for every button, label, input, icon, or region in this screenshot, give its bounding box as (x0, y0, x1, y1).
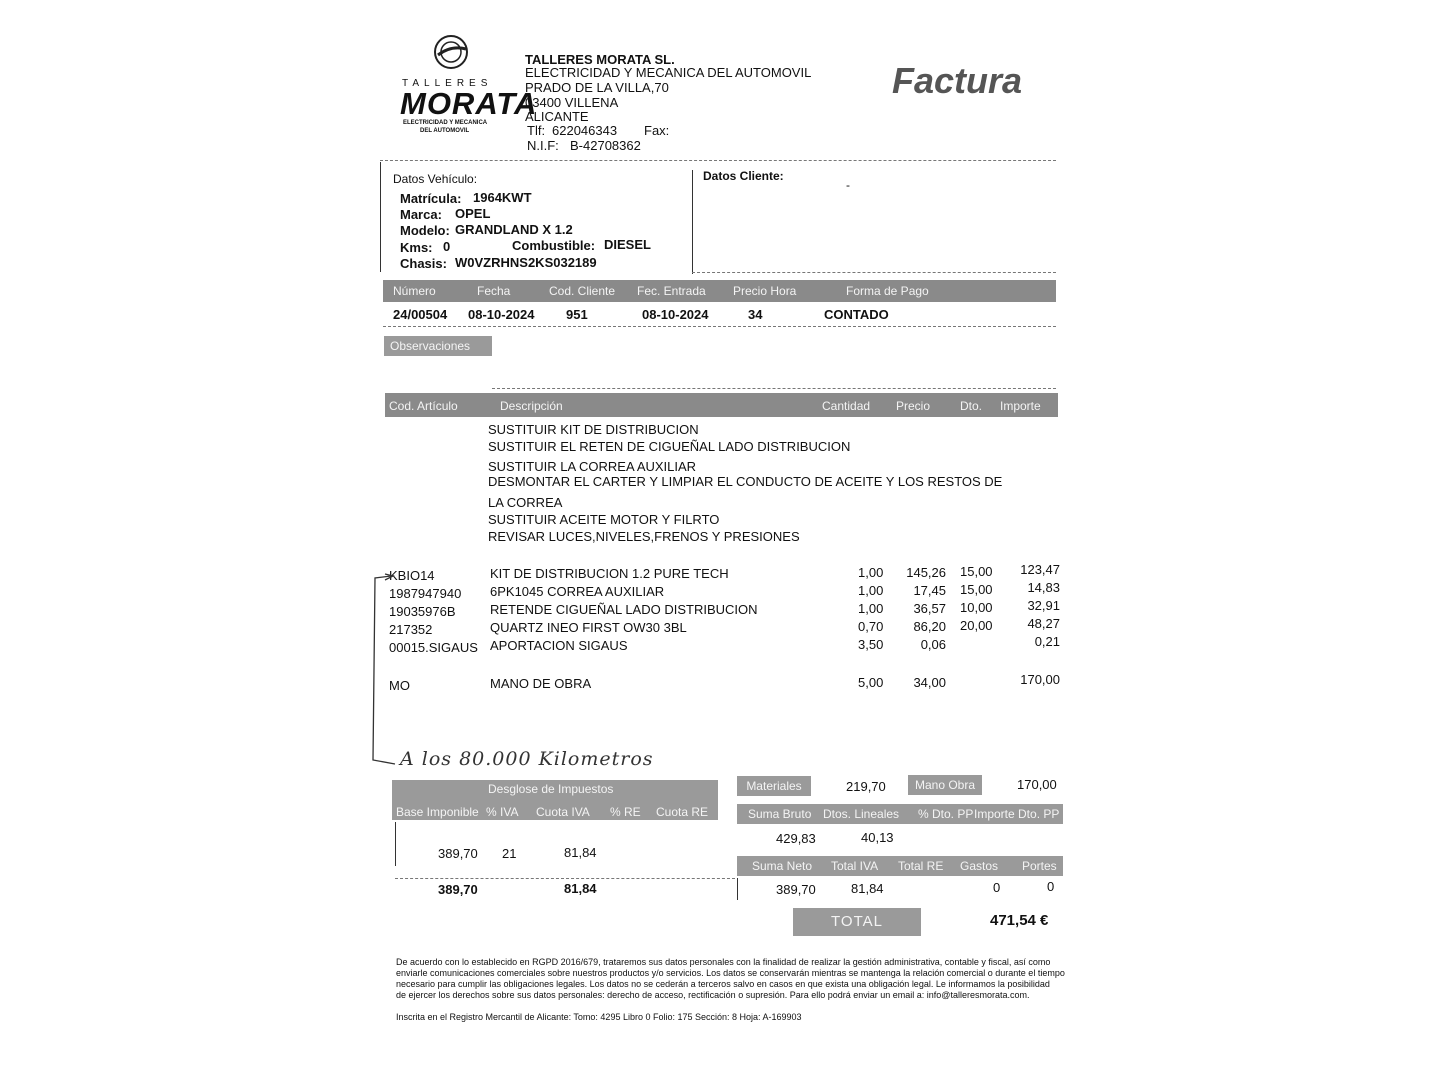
observaciones-label: Observaciones (384, 336, 492, 356)
kms-value: 0 (443, 239, 451, 254)
invoice-header-cell: Fec. Entrada (637, 284, 706, 298)
item-description: APORTACION SIGAUS (490, 638, 628, 653)
materiales-label: Materiales (737, 776, 811, 796)
summary-row2-header-cell: Portes (1022, 859, 1057, 873)
item-discount: 20,00 (960, 618, 993, 633)
invoice-value-cell: 08-10-2024 (642, 307, 709, 322)
matricula-value: 1964KWT (473, 190, 532, 205)
materiales-value: 219,70 (846, 779, 886, 794)
modelo-value: GRANDLAND X 1.2 (455, 222, 573, 237)
legal-line-4: de ejercer los derechos sobre sus datos personales: derecho de acceso, rectificación o supresión. Para ello podrá enviar un email a: info@talleresmorata.com. (396, 990, 1030, 1000)
item-description: 6PK1045 CORREA AUXILIAR (490, 584, 665, 599)
invoice-header-cell: Cod. Cliente (549, 284, 616, 298)
tax-header-cell: Base Imponible (396, 805, 479, 819)
legal-line-3: necesario para cumplir las obligaciones legales. Los datos no se cederán a terceros salvo en casos en que exista una obligación legal. Le informamos la posibilidad (396, 979, 1050, 989)
combustible-value: DIESEL (604, 237, 651, 252)
item-price: 17,45 (913, 583, 946, 598)
logo-sub-text-1: ELECTRICIDAD Y MECANICA (403, 120, 488, 126)
summary-row2-header-cell: Suma Neto (752, 859, 813, 873)
items-header-cell: Importe (1000, 399, 1041, 413)
item-quantity: 1,00 (858, 601, 884, 616)
marca-label: Marca: (400, 207, 442, 222)
logo-sub-text-2: DEL AUTOMOVIL (420, 128, 470, 134)
invoice-value-cell: 24/00504 (393, 307, 448, 322)
legal-line-2: enviarle comunicaciones comerciales sobre nuestros productos y/o servicios. Los datos se conservarán mientras se mantenga la relación comercial o durante el tiempo (396, 968, 1065, 978)
summary-row2-header-cell: Total IVA (831, 859, 879, 873)
marca-value: OPEL (455, 206, 491, 221)
company-tlf-label: Tlf: (527, 123, 546, 138)
item-amount: 48,27 (1027, 616, 1060, 631)
company-nif-label: N.I.F: (527, 138, 559, 153)
item-code: 217352 (389, 622, 433, 637)
item-description: KIT DE DISTRIBUCION 1.2 PURE TECH (490, 566, 729, 581)
vehicle-heading: Datos Vehículo: (393, 172, 478, 186)
items-header-cell: Cod. Artículo (389, 399, 458, 413)
tax-base: 389,70 (438, 846, 478, 861)
tax-breakdown-title: Desglose de Impuestos (488, 782, 614, 796)
work-description-line: SUSTITUIR EL RETEN DE CIGUEÑAL LADO DISTRIBUCION (488, 439, 851, 454)
company-address: PRADO DE LA VILLA,70 (525, 80, 669, 95)
tax-header-cell: Cuota RE (656, 805, 709, 819)
tax-header-cell: % RE (610, 805, 641, 819)
total-iva-value: 81,84 (851, 881, 884, 896)
invoice-value-cell: 08-10-2024 (468, 307, 535, 322)
total-value: 471,54 € (990, 912, 1049, 929)
items-header-cell: Dto. (960, 399, 983, 413)
tax-header-cell: % IVA (486, 805, 519, 819)
portes-value: 0 (1047, 879, 1055, 894)
summary-row2-header-cell: Total RE (898, 859, 944, 873)
mano-obra-value: 170,00 (1017, 777, 1057, 792)
item-amount: 32,91 (1027, 598, 1060, 613)
tax-total-base: 389,70 (438, 882, 478, 897)
summary-row1-header-cell: Suma Bruto (748, 807, 812, 821)
work-description-line: DESMONTAR EL CARTER Y LIMPIAR EL CONDUCTO DE ACEITE Y LOS RESTOS DE (488, 474, 1003, 489)
registry-line: Inscrita en el Registro Mercantil de Alicante: Tomo: 4295 Libro 0 Folio: 175 Sección: 8 Hoja: A-169903 (396, 1012, 802, 1022)
items-header-bar (385, 393, 1058, 417)
kms-label: Kms: (400, 240, 433, 255)
item-amount: 123,47 (1020, 562, 1060, 577)
item-code: MO (389, 678, 410, 693)
item-code: 19035976B (389, 604, 456, 619)
item-quantity: 0,70 (858, 619, 884, 634)
item-code: 1987947940 (389, 586, 462, 601)
item-code: KBIO14 (389, 568, 435, 583)
item-amount: 0,21 (1034, 634, 1060, 649)
invoice-header-cell: Fecha (477, 284, 511, 298)
work-description-line: SUSTITUIR ACEITE MOTOR Y FILRTO (488, 512, 720, 527)
handwritten-note: A los 80.000 Kilometros (400, 748, 654, 770)
invoice-header-cell: Forma de Pago (846, 284, 929, 298)
gastos-value: 0 (993, 880, 1001, 895)
work-description-line: SUSTITUIR LA CORREA AUXILIAR (488, 459, 697, 474)
item-discount: 10,00 (960, 600, 993, 615)
item-price: 145,26 (906, 565, 946, 580)
tax-total-cuota-iva: 81,84 (564, 881, 597, 896)
item-quantity: 5,00 (858, 675, 884, 690)
tax-header-cell: Cuota IVA (536, 805, 590, 819)
matricula-label: Matrícula: (400, 191, 462, 206)
item-description: QUARTZ INEO FIRST OW30 3BL (490, 620, 687, 635)
work-description-line: LA CORREA (488, 495, 563, 510)
item-price: 86,20 (913, 619, 946, 634)
company-city: 03400 VILLENA (525, 95, 619, 110)
item-discount: 15,00 (960, 564, 993, 579)
work-description-line: SUSTITUIR KIT DE DISTRIBUCION (488, 422, 699, 437)
item-price: 36,57 (913, 601, 946, 616)
mano-obra-label: Mano Obra (908, 775, 982, 795)
invoice-header-cell: Número (393, 284, 436, 298)
suma-neto-value: 389,70 (776, 882, 816, 897)
invoice-value-cell: 951 (566, 307, 588, 322)
dtos-lineales-value: 40,13 (861, 830, 894, 845)
summary-row2-header-cell: Gastos (960, 859, 999, 873)
chasis-label: Chasis: (400, 256, 447, 271)
suma-bruto-value: 429,83 (776, 831, 816, 846)
summary-row1-header-cell: % Dto. PP (918, 807, 974, 821)
invoice-value-cell: 34 (748, 307, 763, 322)
wheel-logo-icon (432, 33, 470, 71)
summary-row1-header-cell: Dtos. Lineales (823, 807, 900, 821)
company-nif: B-42708362 (570, 138, 641, 153)
logo-main-text: MORATA (400, 86, 538, 121)
client-heading: Datos Cliente: (703, 169, 784, 183)
company-activity: ELECTRICIDAD Y MECANICA DEL AUTOMOVIL (525, 65, 812, 80)
items-header-cell: Cantidad (822, 399, 871, 413)
items-header-cell: Precio (896, 399, 931, 413)
tax-cuota-iva: 81,84 (564, 845, 597, 860)
work-description-line: REVISAR LUCES,NIVELES,FRENOS Y PRESIONES (488, 529, 800, 544)
invoice-header-cell: Precio Hora (733, 284, 797, 298)
combustible-label: Combustible: (512, 238, 596, 253)
client-value: - (846, 178, 850, 192)
company-province: ALICANTE (525, 109, 589, 124)
summary-row1-header-cell: Importe Dto. PP (974, 807, 1060, 821)
company-tlf: 622046343 (552, 123, 618, 138)
items-header-cell: Descripción (500, 399, 563, 413)
item-code: 00015.SIGAUS (389, 640, 478, 655)
item-description: MANO DE OBRA (490, 676, 592, 691)
item-quantity: 3,50 (858, 637, 884, 652)
tax-iva-pct: 21 (502, 846, 517, 861)
item-price: 0,06 (920, 637, 946, 652)
handwritten-bracket-icon (365, 570, 400, 770)
item-price: 34,00 (913, 675, 946, 690)
chasis-value: W0VZRHNS2KS032189 (455, 255, 597, 270)
total-label: TOTAL (793, 908, 921, 936)
item-quantity: 1,00 (858, 565, 884, 580)
item-description: RETENDE CIGUEÑAL LADO DISTRIBUCION (490, 602, 758, 617)
item-amount: 170,00 (1020, 672, 1060, 687)
company-fax-label: Fax: (644, 123, 670, 138)
invoice-value-cell: CONTADO (824, 307, 889, 322)
logo-top-text: TALLERES (402, 78, 493, 89)
company-name: TALLERES MORATA SL. (525, 52, 675, 67)
item-quantity: 1,00 (858, 583, 884, 598)
legal-line-1: De acuerdo con lo establecido en RGPD 2016/679, trataremos sus datos personales con la finalidad de realizar la gestión administrativa, contable y fiscal, así como (396, 957, 1051, 967)
document-title: Factura (892, 60, 1023, 101)
modelo-label: Modelo: (400, 223, 450, 238)
item-discount: 15,00 (960, 582, 993, 597)
item-amount: 14,83 (1027, 580, 1060, 595)
